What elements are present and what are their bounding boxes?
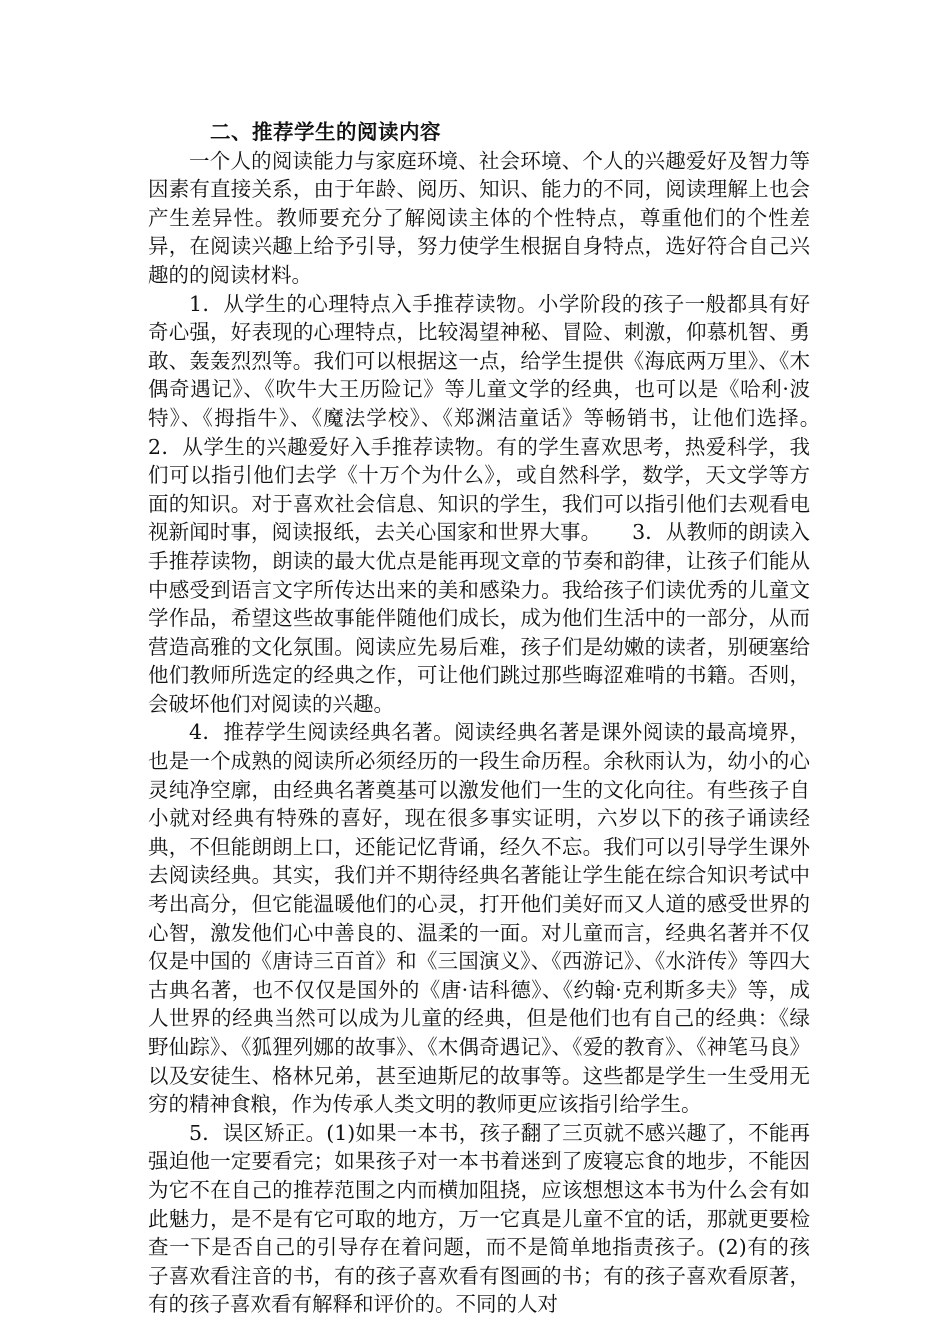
paragraph-item-4: 4．推荐学生阅读经典名著。阅读经典名著是课外阅读的最高境界，也是一个成熟的阅读所必须经历的一段生命历程。余秋雨认为，幼小的心灵纯净空廓，由经典名著奠基可以激发他们一生的文化向往。有些孩子自小就对经典有特殊的喜好，现在很多事实证明，六岁以下的孩子诵读经典，不但能朗朗上口，还能记忆背诵，经久不忘。我们可以引导学生课外去阅读经典。其实，我们并不期待经典名著能让学生能在综合知识考试中考出高分，但它能温暖他们的心灵，打开他们美好而又人道的感受世界的心智，激发他们心中善良的、温柔的一面。对儿童而言，经典名著并不仅仅是中国的《唐诗三百首》和《三国演义》、《西游记》、《水浒传》等四大古典名著，也不仅仅是国外的《唐·诘科德》、《约翰·克利斯多夫》等，成人世界的经典当然可以成为儿童的经典，但是他们也有自己的经典：《绿野仙踪》、《狐狸列娜的故事》、《木偶奇遇记》、《爱的教育》、《神笔马良》以及安徒生、格林兄弟，甚至迪斯尼的故事等。这些都是学生一生受用无穷的精神食粮，作为传承人类文明的教师更应该指引给学生。 (148, 720, 810, 1117)
paragraph-items-1-3: 1．从学生的心理特点入手推荐读物。小学阶段的孩子一般都具有好奇心强，好表现的心理特点，比较渴望神秘、冒险、刺激，仰慕机智、勇敢、轰轰烈烈等。我们可以根据这一点，给学生提供《海底两万里》、《木偶奇遇记》、《吹牛大王历险记》等儿童文学的经典，也可以是《哈利·波特》、《拇指牛》、《魔法学校》、《郑渊洁童话》等畅销书，让他们选择。 2．从学生的兴趣爱好入手推荐读物。有的学生喜欢思考，热爱科学，我们可以指引他们去学《十万个为什么》，或自然科学，数学，天文学等方面的知识。对于喜欢社会信息、知识的学生，我们可以指引他们去观看电视新闻时事，阅读报纸，去关心国家和世界大事。 3．从教师的朗读入手推荐读物，朗读的最大优点是能再现文章的节奏和韵律，让孩子们能从中感受到语言文字所传达出来的美和感染力。我给孩子们读优秀的儿童文学作品，希望这些故事能伴随他们成长，成为他们生活中的一部分，从而营造高雅的文化氛围。阅读应先易后难，孩子们是幼嫩的读者，别硬塞给他们教师所选定的经典之作，可让他们跳过那些晦涩难啃的书籍。否则，会破坏他们对阅读的兴趣。 (148, 291, 872, 716)
intro-paragraph: 一个人的阅读能力与家庭环境、社会环境、个人的兴趣爱好及智力等因素有直接关系，由于年龄、阅历、知识、能力的不同，阅读理解上也会产生差异性。教师要充分了解阅读主体的个性特点，尊重他们的个性差异，在阅读兴趣上给予引导，努力使学生根据自身特点，选好符合自己兴趣的的阅读材料。 (148, 148, 810, 287)
section-heading: 二、推荐学生的阅读内容 (210, 120, 441, 144)
paragraph-item-5: 5．误区矫正。(1)如果一本书，孩子翻了三页就不感兴趣了，不能再强迫他一定要看完；如果孩子对一本书着迷到了废寝忘食的地步，不能因为它不在自己的推荐范围之内而横加阻挠，应该想想这本书为什么会有如此魅力，是不是有它可取的地方，万一它真是儿童不宜的话，那就更要检查一下是否自己的引导存在着问题，而不是简单地指责孩子。(2)有的孩子喜欢看注音的书，有的孩子喜欢看有图画的书；有的孩子喜欢看原著，有的孩子喜欢看有解释和评价的。不同的人对 (148, 1120, 810, 1317)
document-body (148, 118, 872, 1319)
